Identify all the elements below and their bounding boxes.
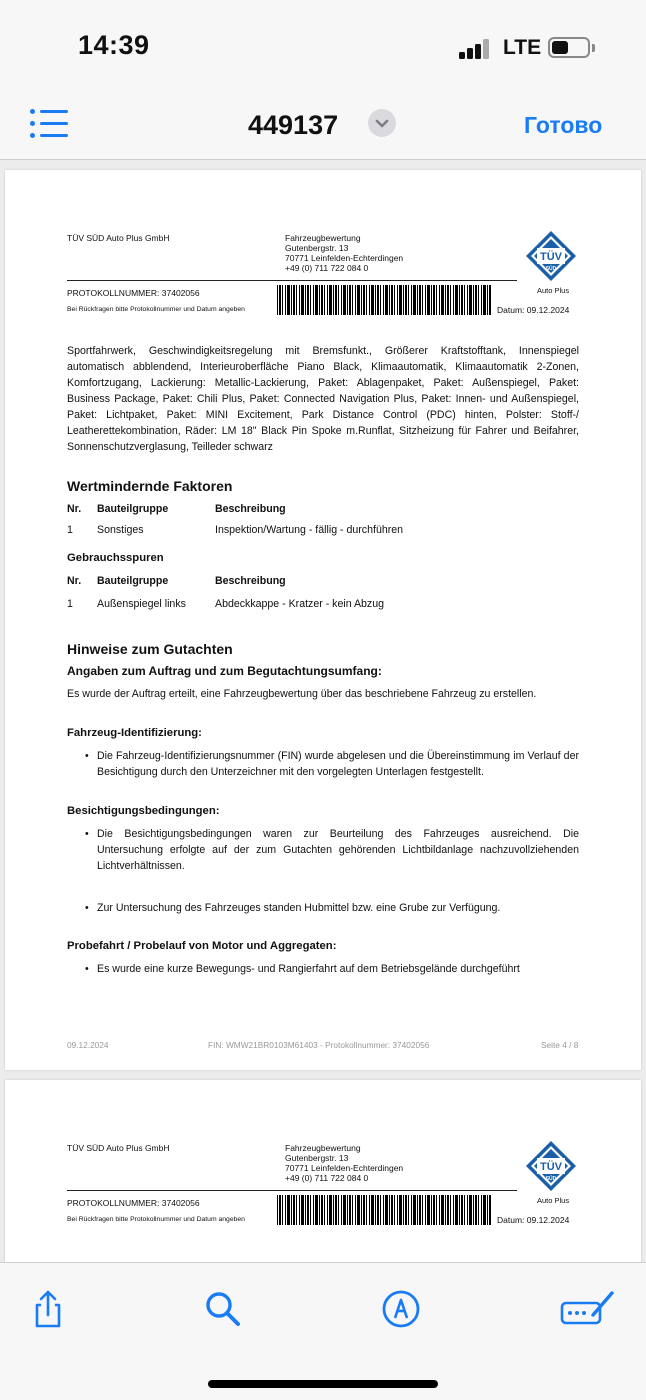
address-line: +49 (0) 711 722 084 0	[285, 1173, 369, 1183]
list-icon[interactable]	[30, 109, 68, 139]
column-header: Beschreibung	[215, 503, 286, 515]
document-page	[5, 170, 641, 1070]
order-title: Angaben zum Auftrag und zum Begutachtungsumfang:	[67, 664, 382, 678]
bullet-text: Es wurde eine kurze Bewegungs- und Rangierfahrt auf dem Betriebsgelände durchgeführt	[97, 963, 520, 975]
document-date: Datum: 09.12.2024	[497, 1215, 570, 1225]
status-bar	[0, 0, 646, 96]
status-time: 14:39	[78, 30, 150, 60]
table-cell: 1	[67, 524, 73, 536]
protocol-note: Bei Rückfragen bitte Protokollnummer und Datum angeben	[67, 1216, 245, 1223]
notes-title: Hinweise zum Gutachten	[67, 641, 233, 657]
address-line: Fahrzeugbewertung	[285, 1143, 361, 1153]
list-item: • Die Fahrzeug-Identifizierungsnummer (FIN) wurde abgelesen und die Übereinstimmung im Verlauf der Besichtigung durch den Unterzeichner mit den vorgelegten Unterlagen festgestellt.	[85, 750, 579, 778]
logo-label: Auto Plus	[537, 286, 570, 295]
logo-text: TÜV	[540, 1161, 562, 1173]
footer-center: FIN: WMW21BR0103M61403 - Protokollnummer: 37402056	[208, 1040, 430, 1050]
tuv-logo	[525, 230, 577, 282]
cellular-signal-icon	[459, 39, 491, 59]
bottom-toolbar	[0, 1262, 646, 1400]
table-cell: Sonstiges	[97, 524, 144, 536]
bullet-text: Die Fahrzeug-Identifizierungsnummer (FIN) wurde abgelesen und die Übereinstimmung im Verlauf der Besichtigung durch den Unterzeichner mit den vorgelegten Unterlagen festgestellt.	[97, 750, 579, 778]
column-header: Bauteilgruppe	[97, 575, 169, 587]
test-drive-title: Probefahrt / Probelauf von Motor und Aggregaten:	[67, 940, 337, 952]
chevron-down-icon[interactable]	[368, 109, 396, 137]
company-name: TÜV SÜD Auto Plus GmbH	[67, 233, 170, 243]
logo-label: Auto Plus	[537, 1196, 570, 1205]
share-icon[interactable]	[28, 1289, 68, 1329]
protocol-number: PROTOKOLLNUMMER: 37402056	[67, 1198, 200, 1208]
table-cell: Inspektion/Wartung - fällig - durchführen	[215, 524, 404, 536]
order-text: Es wurde der Auftrag erteilt, eine Fahrzeugbewertung über das beschriebene Fahrzeug zu erstellen.	[67, 688, 537, 700]
address-line: Gutenbergstr. 13	[285, 243, 349, 253]
header-rule	[67, 280, 517, 281]
barcode	[277, 285, 492, 315]
table-cell: Außenspiegel links	[97, 598, 186, 610]
list-item: • Zur Untersuchung des Fahrzeuges standen Hubmittel bzw. eine Grube zur Verfügung.	[85, 902, 501, 914]
list-item: • Es wurde eine kurze Bewegungs- und Rangierfahrt auf dem Betriebsgelände durchgeführt	[85, 963, 520, 975]
footer-page: Seite 4 / 8	[541, 1040, 579, 1050]
battery-tip	[592, 44, 595, 52]
done-button[interactable]: Готово	[524, 112, 603, 138]
protocol-note: Bei Rückfragen bitte Protokollnummer und Datum angeben	[67, 306, 245, 313]
address-line: Gutenbergstr. 13	[285, 1153, 349, 1163]
footer-date: 09.12.2024	[67, 1040, 109, 1050]
list-item: • Die Besichtigungsbedingungen waren zur Beurteilung des Fahrzeuges ausreichend. Die Untersuchung erfolgte auf der zum Gutachten gehörenden Lichtbildanlage nachzuvollziehenden Lichtverhältnissen.	[85, 828, 579, 872]
document-page	[5, 1080, 641, 1270]
logo-sub: SÜD	[545, 1176, 557, 1182]
network-type: LTE	[503, 36, 542, 59]
battery-icon	[548, 37, 590, 58]
keyboard-edit-icon[interactable]	[560, 1289, 616, 1329]
home-indicator[interactable]	[208, 1380, 438, 1388]
column-header: Bauteilgruppe	[97, 503, 169, 515]
nav-bar	[0, 96, 646, 160]
protocol-number: PROTOKOLLNUMMER: 37402056	[67, 288, 200, 298]
column-header: Nr.	[67, 503, 82, 515]
bullet-text: Die Besichtigungsbedingungen waren zur Beurteilung des Fahrzeuges ausreichend. Die Untersuchung erfolgte auf der zum Gutachten gehörenden Lichtbildanlage nachzuvollziehenden Lichtverhältnissen.	[97, 828, 579, 872]
table-cell: Abdeckkappe - Kratzer - kein Abzug	[215, 598, 385, 610]
company-name: TÜV SÜD Auto Plus GmbH	[67, 1143, 170, 1153]
header-rule	[67, 1190, 517, 1191]
inspection-title: Besichtigungsbedingungen:	[67, 805, 220, 817]
tuv-logo	[525, 1140, 577, 1192]
company-address	[285, 233, 403, 273]
logo-sub: SÜD	[545, 266, 557, 272]
address-line: +49 (0) 711 722 084 0	[285, 263, 369, 273]
column-header: Nr.	[67, 575, 82, 587]
table-cell: 1	[67, 598, 73, 610]
document-date: Datum: 09.12.2024	[497, 305, 570, 315]
logo-text: TÜV	[540, 251, 562, 263]
value-reducing-title: Wertmindernde Faktoren	[67, 478, 233, 494]
identification-title: Fahrzeug-Identifizierung:	[67, 727, 202, 739]
address-line: Fahrzeugbewertung	[285, 233, 361, 243]
company-address	[285, 1143, 403, 1183]
document-title[interactable]: 449137	[248, 110, 339, 140]
address-line: 70771 Leinfelden-Echterdingen	[285, 253, 404, 263]
search-icon[interactable]	[203, 1289, 243, 1329]
wear-title: Gebrauchsspuren	[67, 552, 164, 564]
column-header: Beschreibung	[215, 575, 286, 587]
barcode	[277, 1195, 492, 1225]
equipment-list: Sportfahrwerk, Geschwindigkeitsregelung mit Bremsfunkt., Größerer Kraftstofftank, Innenspiegel automatisch abblendend, Interieuroberfläche Piano Black, Klimaautomatik, Klimaautomatik 2-Zonen, Komfortzugang, Lackierung: Metallic-Lackierung, Paket: Ablagenpaket, Paket: Außenspiegel, Paket: Business Package, Paket: Chili Plus, Paket: Connected Navigation Plus, Paket: Innen- und Außenspiegel, Paket: Lichtpaket, Paket: MINI Excitement, Park Distance Control (PDC) hinten, Polster: Stoff-/ Leatherettekombination, Räder: LM 18" Black Pin Spoke m.Runflat, Sitzheizung für Fahrer und Beifahrer, Sonnenschutzverglasung, Teilleder schwarz	[67, 345, 579, 453]
address-line: 70771 Leinfelden-Echterdingen	[285, 1163, 404, 1173]
bullet-text: Zur Untersuchung des Fahrzeuges standen Hubmittel bzw. eine Grube zur Verfügung.	[97, 902, 501, 914]
markup-icon[interactable]	[381, 1289, 421, 1329]
